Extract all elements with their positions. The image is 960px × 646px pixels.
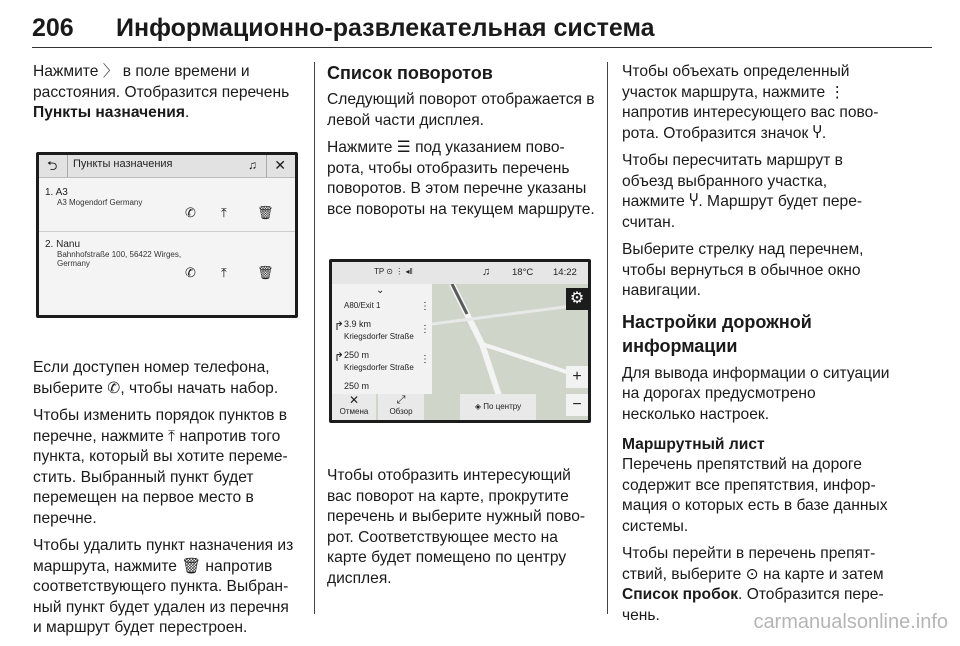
column-3 — [622, 62, 892, 633]
column-divider — [607, 62, 608, 614]
more-icon[interactable]: ⋮ — [420, 301, 430, 312]
turn-list[interactable] — [332, 284, 432, 394]
turn-list-screen — [329, 259, 591, 423]
turn-distance: 250 m — [344, 381, 370, 391]
more-icon[interactable]: ⋮ — [420, 354, 430, 365]
page-number: 206 — [32, 14, 74, 42]
more-icon: ⋮ — [829, 83, 846, 101]
column-1 — [33, 62, 301, 131]
map-view[interactable] — [332, 284, 588, 420]
page-title: Информационно-развлекательная система — [116, 14, 655, 42]
trash-icon: 🗑 — [181, 557, 202, 575]
zoom-in-button[interactable]: + — [566, 366, 588, 388]
close-icon[interactable]: ✕ — [274, 157, 286, 173]
chevron-right-icon: 〉 — [102, 63, 119, 80]
divider — [39, 231, 295, 232]
move-to-top-icon[interactable]: ⤒ — [221, 265, 227, 280]
paragraph: Выберите стрелку над перечнем, чтобы вернуться в обычное окно навигации. — [622, 241, 864, 299]
screen-title-bar — [39, 155, 295, 178]
list-item[interactable]: A80/Exit 1 — [344, 301, 381, 310]
paragraph: Чтобы удалить пункт назначения из маршрута, нажмите 🗑 напротив соответствующего пункта. Выбранный пункт будет удален из перечня и маршрут будет перестроен. — [33, 537, 294, 636]
paragraph: Следующий поворот отображается в левой части дисплея. — [327, 91, 595, 129]
list-icon: ☰ — [396, 139, 411, 156]
overview-button[interactable]: ⤢ Обзор — [378, 394, 424, 420]
phone-icon: ✆ — [107, 379, 121, 397]
menu-reference: Пункты назначения — [33, 104, 185, 121]
turn-arrow-icon: ↱ — [334, 319, 345, 333]
paragraph: Если доступен номер телефона, выберите ✆, чтобы начать набор. — [33, 359, 279, 397]
phone-icon[interactable]: ✆ — [185, 265, 196, 280]
watermark: carmanualsonline.info — [753, 611, 948, 633]
turn-distance: 250 m — [344, 350, 370, 360]
header-rule — [32, 47, 932, 48]
settings-gear-icon[interactable]: ⚙ — [566, 288, 588, 310]
center-button[interactable]: ◈ По центру — [460, 394, 536, 420]
paragraph: Чтобы перейти в перечень препятствий, выберите ⊙ на карте и затем Список пробок. Отобразится перечень. — [622, 545, 884, 624]
move-to-top-icon[interactable]: ⤒ — [221, 205, 227, 220]
phone-icon[interactable]: ✆ — [185, 205, 196, 220]
page-header — [32, 14, 932, 48]
traffic-icon: ⊙ — [745, 565, 759, 583]
column-1-lower — [33, 358, 301, 646]
menu-reference: Список пробок — [622, 586, 739, 603]
paragraph: Для вывода информации о ситуации на дорогах предусмотрено несколько настроек. — [622, 364, 890, 423]
detour-icon: Ⴤ — [812, 124, 822, 142]
paragraph: Перечень препятствий на дороге содержит все препятствия, информация о которых есть в базе данных системы. — [622, 456, 888, 535]
move-to-top-icon: ⤒ — [168, 427, 176, 445]
paragraph: Чтобы объехать определенный участок маршрута, нажмите ⋮ напротив интересующего вас поворота. Отобразится значок Ⴤ. — [622, 63, 879, 142]
column-divider — [314, 62, 315, 614]
chevron-down-icon[interactable]: ⌄ — [376, 285, 385, 296]
paragraph: Чтобы пересчитать маршрут в объезд выбранного участка, нажмите Ⴤ. Маршрут будет пересчитан. — [622, 152, 863, 231]
paragraph: Нажмите ☰ под указанием поворота, чтобы отобразить перечень поворотов. В этом перечне указаны все повороты на текущем маршруте. — [327, 139, 595, 218]
turn-street: Kriegsdorfer Straße — [344, 332, 414, 341]
screen-title: Пункты назначения — [73, 158, 173, 170]
more-icon[interactable]: ⋮ — [420, 324, 430, 335]
center-icon: ◈ — [474, 402, 482, 411]
column-2-lower — [327, 466, 595, 596]
cancel-button[interactable]: ✕ Отмена — [332, 394, 376, 420]
detour-icon: Ⴤ — [689, 193, 699, 210]
overview-icon: ⤢ — [396, 394, 406, 406]
trash-icon[interactable]: 🗑 — [257, 265, 274, 280]
turn-street: Kriegsdorfer Straße — [344, 363, 414, 372]
column-2 — [327, 62, 595, 227]
list-item[interactable]: 1. A3 A3 Mogendorf Germany — [45, 187, 143, 207]
zoom-out-button[interactable]: − — [566, 394, 588, 416]
section-heading: Список поворотов — [327, 63, 493, 83]
status-bar — [332, 262, 588, 284]
paragraph: Нажмите 〉 в поле времени и расстояния. Отобразится перечень Пункты назначения. — [33, 63, 290, 121]
close-icon: ✕ — [348, 393, 360, 407]
tmc-icon: TP ⊙ ⋮ ◂ǁ — [374, 267, 413, 276]
turn-arrow-icon: ↱ — [334, 350, 345, 364]
section-heading: Настройки дорожной информации — [622, 311, 812, 356]
temperature: 18°C — [512, 267, 534, 278]
paragraph: Чтобы изменить порядок пунктов в перечне, нажмите ⤒ напротив того пункта, который вы хотите переместить. Выбранный пункт будет перемещен на первое место в перечне. — [33, 407, 288, 527]
subsection-heading: Маршрутный лист — [622, 436, 765, 453]
music-icon[interactable]: ♫ — [248, 158, 257, 172]
list-item[interactable]: 2. Nanu Bahnhofstraße 100, 56422 Wirges, Germany — [45, 239, 182, 268]
turn-distance: 3.9 km — [344, 319, 372, 329]
music-icon[interactable]: ♫ — [482, 266, 491, 278]
paragraph: Чтобы отобразить интересующий вас поворот на карте, прокрутите перечень и выберите нужный поворот. Соответствующее место на карте будет помещено по центру дисплея. — [327, 467, 586, 587]
trash-icon[interactable]: 🗑 — [257, 205, 274, 220]
back-icon[interactable]: ⮌ — [47, 158, 58, 173]
destinations-screen — [36, 152, 298, 318]
clock: 14:22 — [553, 267, 577, 278]
